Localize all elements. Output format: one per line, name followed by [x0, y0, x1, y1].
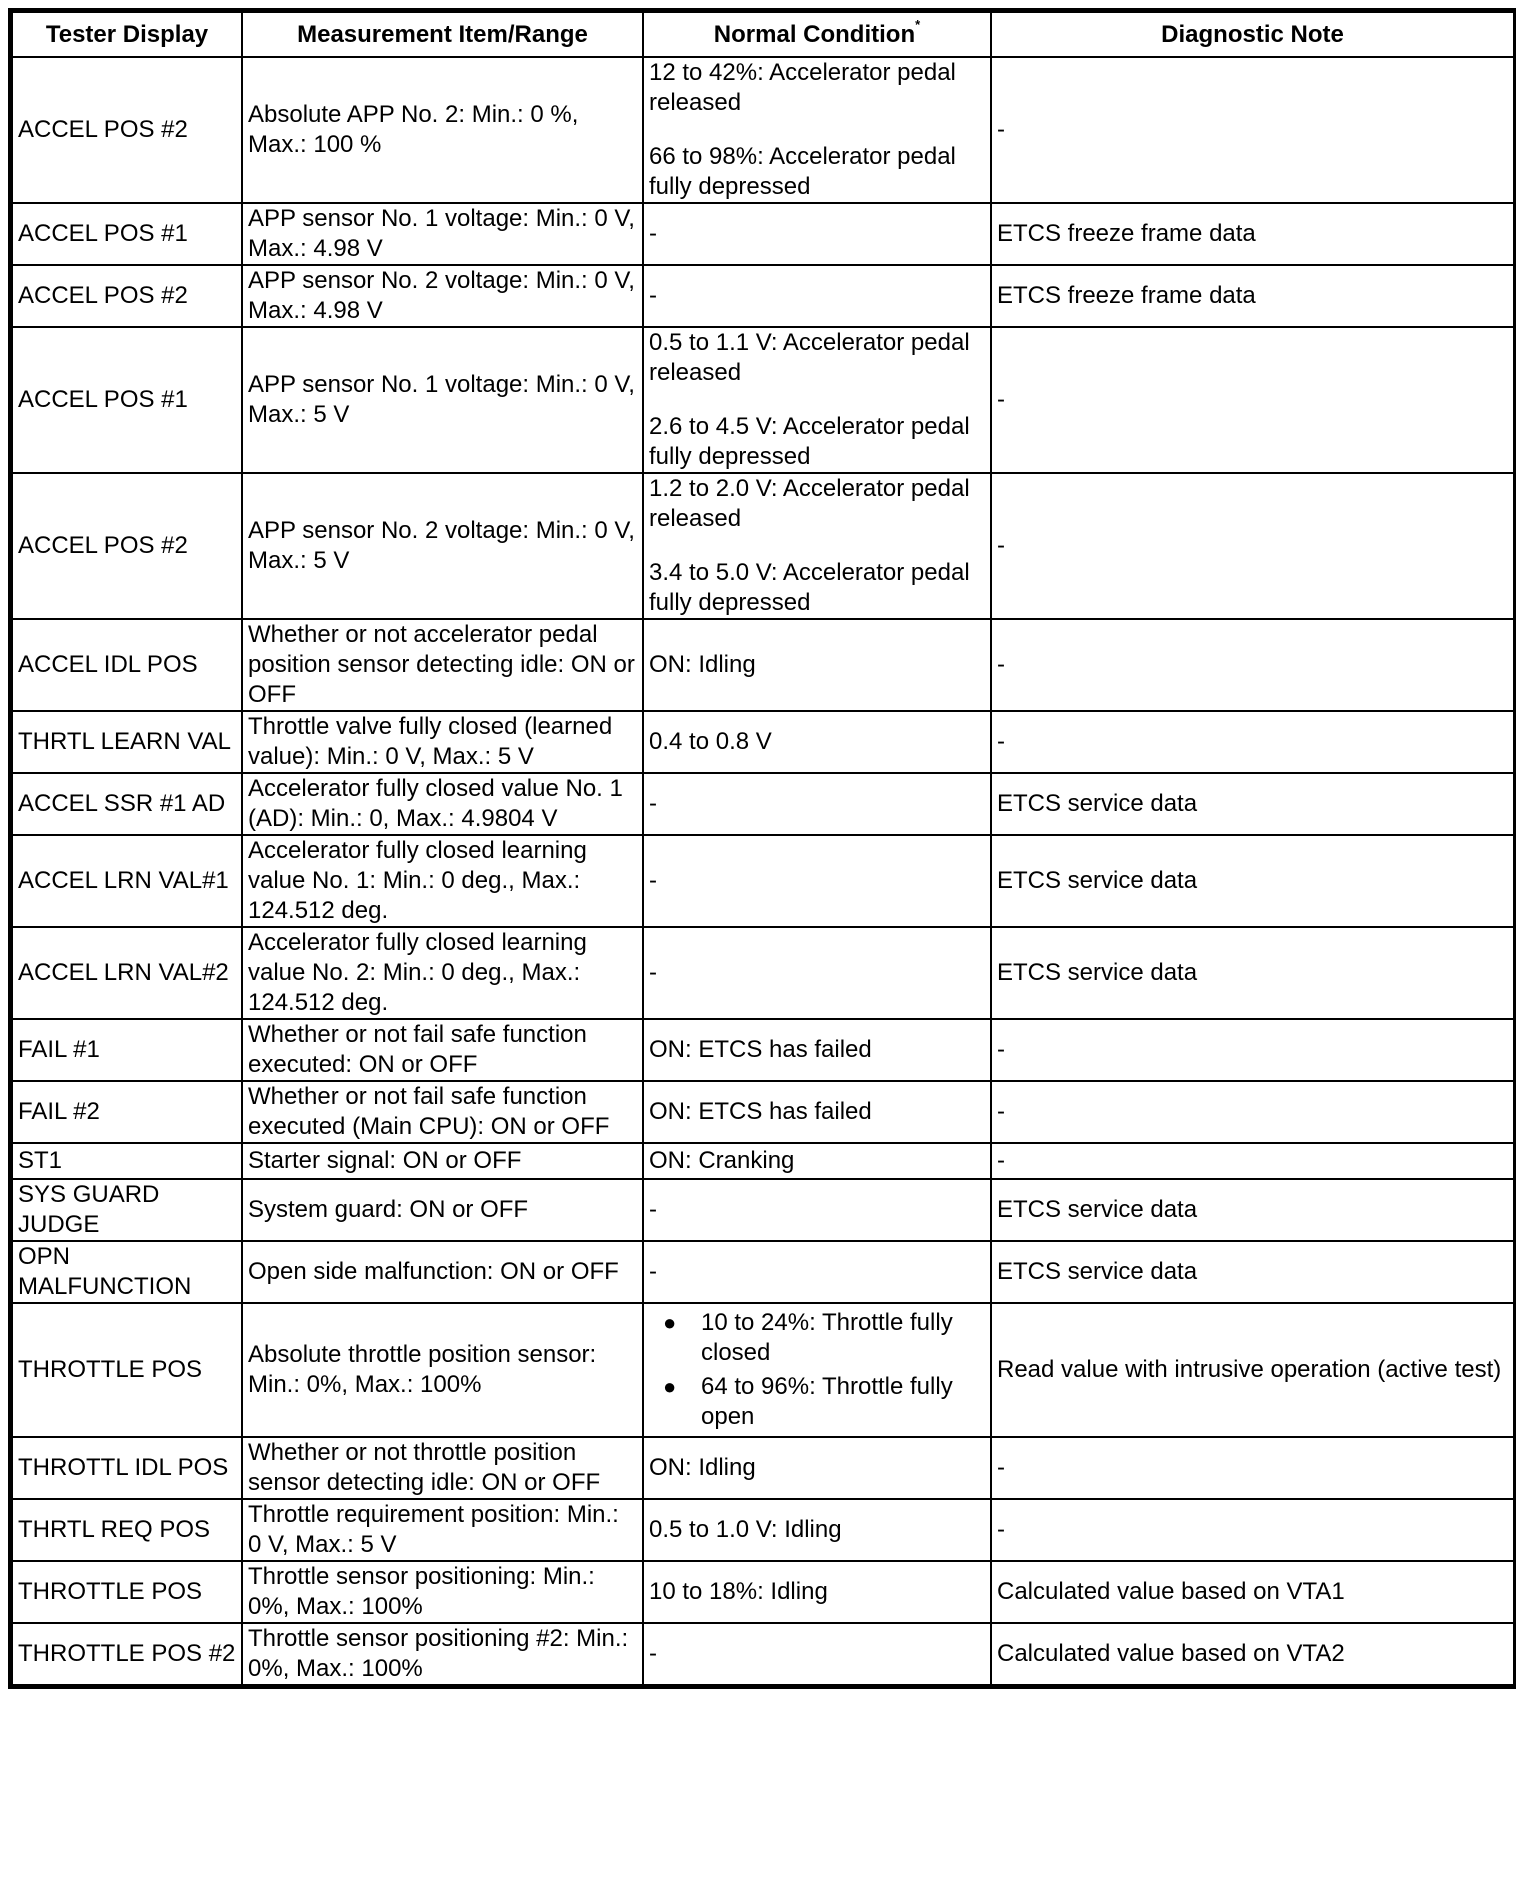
data-list-table: [11, 11, 1515, 1686]
normal-condition-line: -: [649, 959, 657, 986]
cell-diagnostic-note: Read value with intrusive operation (active test): [991, 1303, 1514, 1437]
table-row: [12, 1241, 1514, 1303]
cell-tester-display: ACCEL IDL POS: [12, 619, 242, 711]
cell-diagnostic-note: -: [991, 711, 1514, 773]
data-list-table-container: [8, 8, 1516, 1689]
normal-condition-line: ON: Idling: [649, 651, 756, 678]
cell-measurement: Throttle valve fully closed (learned value): Min.: 0 V, Max.: 5 V: [242, 711, 643, 773]
normal-condition-line: -: [649, 282, 657, 309]
normal-condition-line: ON: ETCS has failed: [649, 1098, 872, 1125]
normal-condition-line: -: [649, 220, 657, 247]
cell-diagnostic-note: ETCS service data: [991, 927, 1514, 1019]
cell-measurement: Whether or not fail safe function executed (Main CPU): ON or OFF: [242, 1081, 643, 1143]
cell-tester-display: ST1: [12, 1143, 242, 1179]
normal-condition-bullet: ● 64 to 96%: Throttle fully open: [663, 1372, 985, 1432]
cell-measurement: APP sensor No. 1 voltage: Min.: 0 V, Max.: 5 V: [242, 327, 643, 473]
cell-measurement: Absolute APP No. 2: Min.: 0 %, Max.: 100 %: [242, 57, 643, 203]
cell-measurement: APP sensor No. 2 voltage: Min.: 0 V, Max.: 5 V: [242, 473, 643, 619]
cell-tester-display: THROTTL IDL POS: [12, 1437, 242, 1499]
cell-tester-display: THROTTLE POS: [12, 1303, 242, 1437]
normal-condition-line: 2.6 to 4.5 V: Accelerator pedal fully depressed: [649, 413, 970, 470]
cell-diagnostic-note: -: [991, 619, 1514, 711]
cell-diagnostic-note: ETCS freeze frame data: [991, 203, 1514, 265]
cell-tester-display: FAIL #2: [12, 1081, 242, 1143]
cell-tester-display: ACCEL LRN VAL#1: [12, 835, 242, 927]
normal-condition-bullets: [649, 1308, 985, 1432]
table-row: [12, 327, 1514, 473]
table-row: [12, 1179, 1514, 1241]
cell-normal-condition: [643, 1303, 991, 1437]
table-row: [12, 1143, 1514, 1179]
table-row: [12, 773, 1514, 835]
cell-normal-condition: [643, 773, 991, 835]
cell-normal-condition: [643, 1437, 991, 1499]
normal-condition-line: -: [649, 1196, 657, 1223]
table-row: [12, 1437, 1514, 1499]
table-row: [12, 619, 1514, 711]
table-row: [12, 57, 1514, 203]
cell-normal-condition: [643, 619, 991, 711]
header-diagnostic-note: Diagnostic Note: [991, 12, 1514, 57]
header-normal-footnote-mark: *: [915, 16, 921, 32]
header-normal-condition: [643, 12, 991, 57]
cell-normal-condition: [643, 711, 991, 773]
table-row: [12, 473, 1514, 619]
cell-diagnostic-note: -: [991, 1437, 1514, 1499]
cell-tester-display: ACCEL LRN VAL#2: [12, 927, 242, 1019]
cell-measurement: Whether or not fail safe function executed: ON or OFF: [242, 1019, 643, 1081]
cell-normal-condition: [643, 1623, 991, 1685]
normal-condition-line: -: [649, 867, 657, 894]
cell-measurement: APP sensor No. 1 voltage: Min.: 0 V, Max.: 4.98 V: [242, 203, 643, 265]
table-row: [12, 927, 1514, 1019]
cell-tester-display: OPN MALFUNCTION: [12, 1241, 242, 1303]
cell-measurement: Open side malfunction: ON or OFF: [242, 1241, 643, 1303]
cell-normal-condition: [643, 1143, 991, 1179]
cell-diagnostic-note: ETCS service data: [991, 773, 1514, 835]
table-row: [12, 203, 1514, 265]
cell-measurement: Whether or not accelerator pedal position sensor detecting idle: ON or OFF: [242, 619, 643, 711]
header-tester-display: Tester Display: [12, 12, 242, 57]
cell-diagnostic-note: -: [991, 57, 1514, 203]
cell-measurement: Starter signal: ON or OFF: [242, 1143, 643, 1179]
cell-measurement: Absolute throttle position sensor: Min.: 0%, Max.: 100%: [242, 1303, 643, 1437]
cell-tester-display: ACCEL POS #1: [12, 203, 242, 265]
cell-measurement: Throttle sensor positioning: Min.: 0%, Max.: 100%: [242, 1561, 643, 1623]
cell-measurement: Accelerator fully closed value No. 1 (AD): Min.: 0, Max.: 4.9804 V: [242, 773, 643, 835]
cell-measurement: System guard: ON or OFF: [242, 1179, 643, 1241]
cell-diagnostic-note: -: [991, 1499, 1514, 1561]
cell-tester-display: SYS GUARD JUDGE: [12, 1179, 242, 1241]
normal-condition-line: 10 to 18%: Idling: [649, 1578, 828, 1605]
cell-normal-condition: [643, 927, 991, 1019]
cell-normal-condition: [643, 203, 991, 265]
cell-measurement: Accelerator fully closed learning value No. 1: Min.: 0 deg., Max.: 124.512 deg.: [242, 835, 643, 927]
cell-measurement: Throttle sensor positioning #2: Min.: 0%, Max.: 100%: [242, 1623, 643, 1685]
cell-diagnostic-note: ETCS service data: [991, 835, 1514, 927]
cell-normal-condition: [643, 1081, 991, 1143]
cell-measurement: Whether or not throttle position sensor detecting idle: ON or OFF: [242, 1437, 643, 1499]
normal-condition-line: -: [649, 790, 657, 817]
table-row: [12, 265, 1514, 327]
cell-tester-display: ACCEL POS #2: [12, 57, 242, 203]
cell-diagnostic-note: -: [991, 473, 1514, 619]
cell-diagnostic-note: ETCS freeze frame data: [991, 265, 1514, 327]
normal-condition-line: 1.2 to 2.0 V: Accelerator pedal released: [649, 475, 970, 532]
table-row: [12, 1561, 1514, 1623]
normal-condition-line: 66 to 98%: Accelerator pedal fully depressed: [649, 143, 956, 200]
normal-condition-line: ON: ETCS has failed: [649, 1036, 872, 1063]
cell-tester-display: THRTL REQ POS: [12, 1499, 242, 1561]
table-row: [12, 1019, 1514, 1081]
cell-normal-condition: [643, 57, 991, 203]
cell-tester-display: THRTL LEARN VAL: [12, 711, 242, 773]
normal-condition-line: ON: Cranking: [649, 1147, 795, 1174]
cell-measurement: Accelerator fully closed learning value No. 2: Min.: 0 deg., Max.: 124.512 deg.: [242, 927, 643, 1019]
cell-measurement: Throttle requirement position: Min.: 0 V, Max.: 5 V: [242, 1499, 643, 1561]
cell-normal-condition: [643, 1241, 991, 1303]
normal-condition-line: -: [649, 1258, 657, 1285]
cell-normal-condition: [643, 1019, 991, 1081]
normal-condition-line: ON: Idling: [649, 1454, 756, 1481]
table-body: [12, 57, 1514, 1685]
normal-condition-line: -: [649, 1640, 657, 1667]
cell-diagnostic-note: -: [991, 327, 1514, 473]
cell-diagnostic-note: Calculated value based on VTA1: [991, 1561, 1514, 1623]
table-header: [12, 12, 1514, 57]
header-normal-label: Normal Condition: [713, 20, 916, 48]
header-row: [12, 12, 1514, 57]
cell-diagnostic-note: -: [991, 1143, 1514, 1179]
header-measurement: Measurement Item/Range: [242, 12, 643, 57]
normal-condition-line: 0.5 to 1.1 V: Accelerator pedal released: [649, 329, 970, 386]
table-row: [12, 711, 1514, 773]
cell-measurement: APP sensor No. 2 voltage: Min.: 0 V, Max.: 4.98 V: [242, 265, 643, 327]
table-row: [12, 1081, 1514, 1143]
cell-normal-condition: [643, 835, 991, 927]
cell-diagnostic-note: Calculated value based on VTA2: [991, 1623, 1514, 1685]
normal-condition-line: 3.4 to 5.0 V: Accelerator pedal fully depressed: [649, 559, 970, 616]
cell-normal-condition: [643, 1561, 991, 1623]
table-row: [12, 1303, 1514, 1437]
normal-condition-bullet: ● 10 to 24%: Throttle fully closed: [663, 1308, 985, 1368]
cell-diagnostic-note: -: [991, 1019, 1514, 1081]
cell-normal-condition: [643, 473, 991, 619]
cell-diagnostic-note: ETCS service data: [991, 1241, 1514, 1303]
cell-tester-display: THROTTLE POS: [12, 1561, 242, 1623]
normal-condition-line: 0.5 to 1.0 V: Idling: [649, 1516, 842, 1543]
cell-tester-display: ACCEL SSR #1 AD: [12, 773, 242, 835]
table-row: [12, 835, 1514, 927]
cell-tester-display: THROTTLE POS #2: [12, 1623, 242, 1685]
cell-normal-condition: [643, 327, 991, 473]
cell-diagnostic-note: ETCS service data: [991, 1179, 1514, 1241]
cell-diagnostic-note: -: [991, 1081, 1514, 1143]
table-row: [12, 1499, 1514, 1561]
cell-tester-display: ACCEL POS #2: [12, 265, 242, 327]
normal-condition-line: 12 to 42%: Accelerator pedal released: [649, 59, 956, 116]
cell-normal-condition: [643, 265, 991, 327]
cell-normal-condition: [643, 1179, 991, 1241]
cell-tester-display: FAIL #1: [12, 1019, 242, 1081]
table-row: [12, 1623, 1514, 1685]
cell-tester-display: ACCEL POS #1: [12, 327, 242, 473]
cell-normal-condition: [643, 1499, 991, 1561]
normal-condition-line: 0.4 to 0.8 V: [649, 728, 772, 755]
cell-tester-display: ACCEL POS #2: [12, 473, 242, 619]
